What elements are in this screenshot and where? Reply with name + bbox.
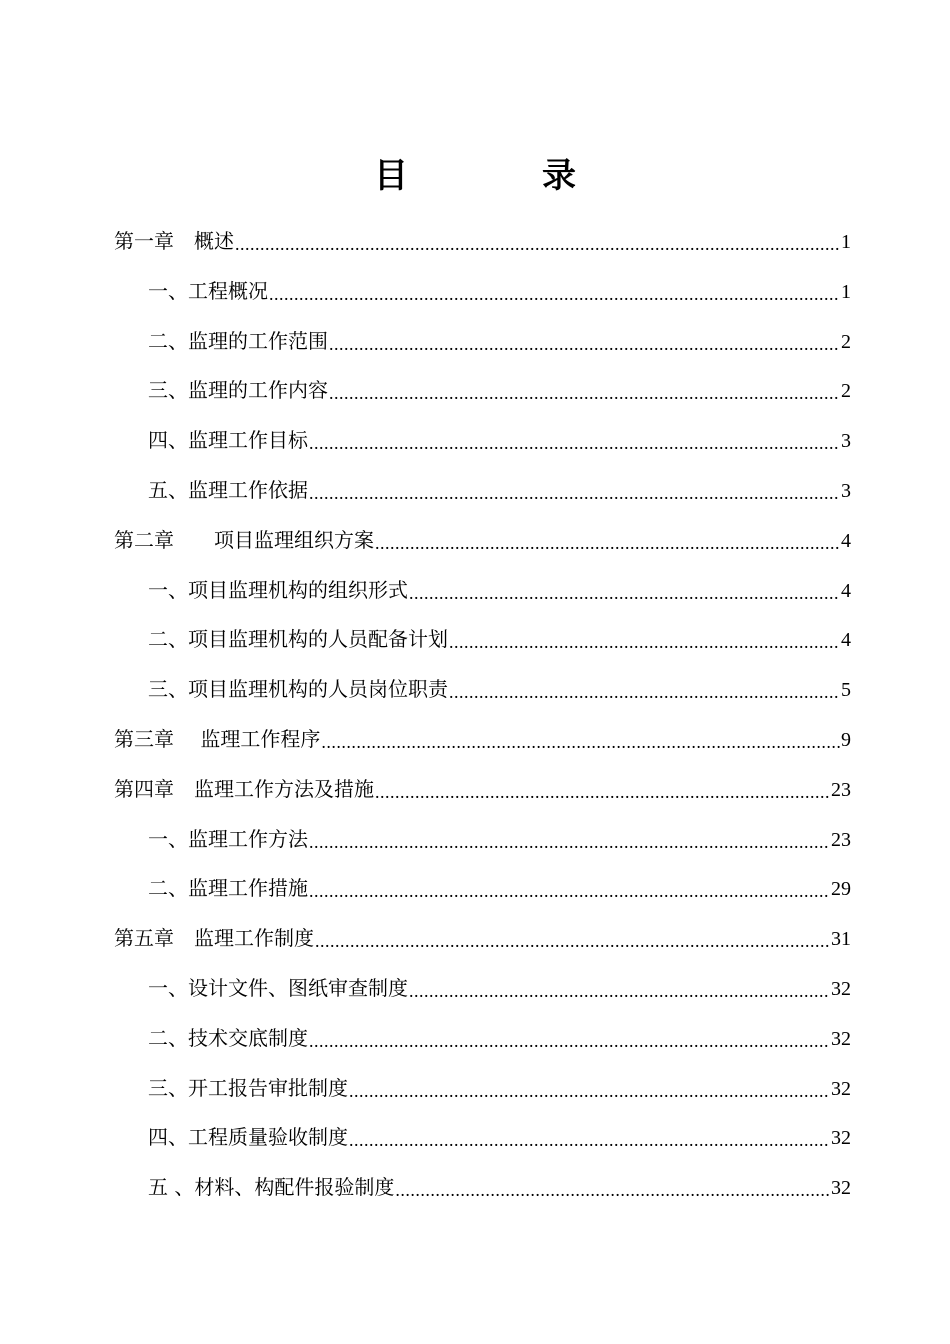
toc-entry-page: 1 bbox=[841, 280, 851, 303]
toc-entry-title: 四、工程质量验收制度 bbox=[148, 1125, 348, 1150]
toc-entry-title: 第四章 监理工作方法及措施 bbox=[114, 776, 374, 801]
dot-leader bbox=[309, 482, 840, 502]
toc-entry-title: 三、开工报告审批制度 bbox=[148, 1075, 348, 1100]
toc-entry-title: 二、技术交底制度 bbox=[148, 1025, 308, 1050]
dot-leader bbox=[395, 1179, 830, 1199]
toc-entry-page: 2 bbox=[841, 380, 851, 403]
toc-entry-title: 一、项目监理机构的组织形式 bbox=[148, 577, 408, 602]
toc-entry-title: 三、项目监理机构的人员岗位职责 bbox=[148, 677, 448, 702]
toc-entry-title: 二、项目监理机构的人员配备计划 bbox=[148, 627, 448, 652]
dot-leader bbox=[309, 831, 830, 851]
toc-entry[interactable] bbox=[114, 566, 851, 616]
toc-entry[interactable] bbox=[114, 964, 851, 1014]
toc-entry-page: 1 bbox=[841, 231, 851, 253]
dot-leader bbox=[309, 432, 840, 452]
toc-entry[interactable] bbox=[114, 466, 851, 516]
dot-leader bbox=[349, 1080, 830, 1100]
toc-entry[interactable] bbox=[114, 516, 851, 566]
dot-leader bbox=[235, 233, 840, 253]
dot-leader bbox=[409, 980, 830, 1000]
toc-entry[interactable] bbox=[114, 1163, 851, 1213]
dot-leader bbox=[375, 532, 840, 552]
toc-entry-title: 二、监理的工作范围 bbox=[148, 328, 328, 353]
toc-entry-page: 32 bbox=[831, 1177, 851, 1200]
toc-entry[interactable] bbox=[114, 864, 851, 914]
dot-leader bbox=[269, 283, 840, 303]
toc-entry-page: 3 bbox=[841, 479, 851, 502]
toc-entry-title: 一、监理工作方法 bbox=[148, 826, 308, 851]
toc-entry[interactable] bbox=[114, 715, 851, 765]
toc-entry[interactable] bbox=[114, 615, 851, 665]
toc-entry-page: 4 bbox=[841, 529, 851, 552]
toc-entry-title: 一、工程概况 bbox=[148, 278, 268, 303]
dot-leader bbox=[309, 1030, 830, 1050]
toc-entry-title: 第一章 概述 bbox=[114, 229, 234, 253]
dot-leader bbox=[329, 333, 840, 353]
dot-leader bbox=[409, 582, 840, 602]
toc-entry[interactable] bbox=[114, 416, 851, 466]
toc-entry[interactable] bbox=[114, 267, 851, 317]
toc-entry-page: 23 bbox=[831, 828, 851, 851]
toc-entry-page: 4 bbox=[841, 579, 851, 602]
toc-entry-page: 2 bbox=[841, 330, 851, 353]
toc-entry[interactable] bbox=[114, 1064, 851, 1114]
toc-entry-title: 第三章 监理工作程序 bbox=[114, 726, 321, 751]
toc-entry-page: 3 bbox=[841, 430, 851, 453]
toc-entry[interactable] bbox=[114, 317, 851, 367]
dot-leader bbox=[449, 631, 840, 651]
toc-entry-title: 五 、材料、构配件报验制度 bbox=[148, 1175, 395, 1200]
toc-entry[interactable] bbox=[114, 366, 851, 416]
toc-entry[interactable] bbox=[114, 765, 851, 815]
dot-leader bbox=[449, 681, 840, 701]
toc-entry-title: 一、设计文件、图纸审查制度 bbox=[148, 975, 408, 1000]
toc-entry-title: 第五章 监理工作制度 bbox=[114, 926, 314, 951]
toc-entry-page: 32 bbox=[831, 1127, 851, 1150]
toc-entry-page: 32 bbox=[831, 1077, 851, 1100]
toc-entry-title: 第二章 项目监理组织方案 bbox=[114, 527, 374, 552]
toc-entry-page: 32 bbox=[831, 977, 851, 1000]
toc-entry-page: 9 bbox=[841, 728, 851, 751]
toc-list bbox=[114, 217, 851, 1213]
dot-leader bbox=[321, 731, 840, 751]
toc-entry-page: 31 bbox=[831, 928, 851, 951]
dot-leader bbox=[349, 1129, 830, 1149]
toc-entry-page: 29 bbox=[831, 878, 851, 901]
dot-leader bbox=[375, 781, 830, 801]
dot-leader bbox=[329, 382, 840, 402]
toc-entry-title: 二、监理工作措施 bbox=[148, 876, 308, 901]
toc-entry[interactable] bbox=[114, 1014, 851, 1064]
toc-entry[interactable] bbox=[114, 815, 851, 865]
toc-entry[interactable] bbox=[114, 665, 851, 715]
toc-entry-page: 4 bbox=[841, 629, 851, 652]
toc-entry-page: 5 bbox=[841, 679, 851, 702]
toc-title: 目 录 bbox=[374, 156, 626, 196]
toc-entry-title: 三、监理的工作内容 bbox=[148, 378, 328, 403]
dot-leader bbox=[315, 930, 830, 950]
toc-entry-title: 四、监理工作目标 bbox=[148, 428, 308, 453]
dot-leader bbox=[309, 880, 830, 900]
toc-entry-page: 23 bbox=[831, 778, 851, 801]
toc-entry[interactable] bbox=[114, 914, 851, 964]
toc-entry[interactable] bbox=[114, 217, 851, 267]
toc-entry[interactable] bbox=[114, 1113, 851, 1163]
toc-entry-page: 32 bbox=[831, 1027, 851, 1050]
toc-entry-title: 五、监理工作依据 bbox=[148, 477, 308, 502]
